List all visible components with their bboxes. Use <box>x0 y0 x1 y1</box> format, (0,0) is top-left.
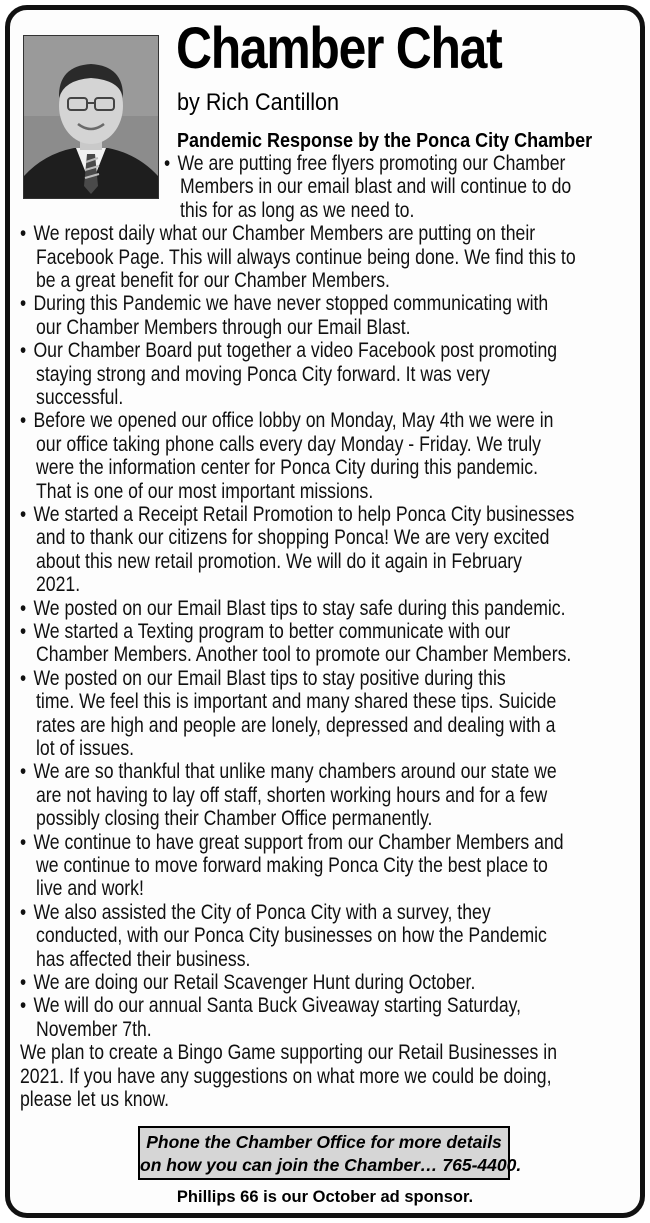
bullet-text: 2021. <box>36 573 81 597</box>
bullet-text: be a great benefit for our Chamber Members. <box>36 269 390 292</box>
bullet-icon: • <box>20 596 27 620</box>
bullet-text: We are putting free flyers promoting our Chamber <box>177 152 566 175</box>
bullet-text: staying strong and moving Ponca City forward. It was very <box>36 362 490 386</box>
bullet-item <box>20 971 475 994</box>
bullet-text: We are so thankful that unlike many chambers around our state we <box>33 760 557 784</box>
bullet-item <box>20 503 574 526</box>
bullet-item <box>164 152 565 175</box>
bullet-text: That is one of our most important missions. <box>36 479 374 503</box>
bullet-item <box>20 339 557 362</box>
portrait-icon <box>24 36 158 198</box>
bullet-icon: • <box>20 620 27 643</box>
bullet-text: We started a Texting program to better communicate with our <box>33 620 511 643</box>
bullet-icon: • <box>20 222 27 246</box>
bullet-icon: • <box>20 994 27 1018</box>
bullet-icon: • <box>20 409 27 433</box>
bullet-text: were the information center for Ponca City during this pandemic. <box>36 456 539 480</box>
subheading: Pandemic Response by the Ponca City Chamber <box>177 130 593 152</box>
closing-text: We plan to create a Bingo Game supporting our Retail Businesses in <box>20 1041 558 1065</box>
bullet-text: our Chamber Members through our Email Blast. <box>36 315 411 339</box>
bullet-text: has affected their business. <box>36 947 251 971</box>
bullet-item <box>20 667 506 690</box>
bullet-icon: • <box>20 971 27 994</box>
bullet-item <box>20 901 491 924</box>
bullet-text: possibly closing their Chamber Office permanently. <box>36 807 433 831</box>
bullet-text: rates are high and people are lonely, depressed and dealing with a <box>36 713 556 737</box>
author-photo <box>23 35 159 199</box>
sponsor-note: Phillips 66 is our October ad sponsor. <box>176 1188 474 1206</box>
bullet-text: We are doing our Retail Scavenger Hunt during October. <box>33 971 476 994</box>
contact-line-1: Phone the Chamber Office for more details <box>146 1132 502 1152</box>
bullet-text: We will do our annual Santa Buck Giveaway starting Saturday, <box>33 994 522 1018</box>
bullet-item <box>20 222 535 245</box>
bullet-text: Our Chamber Board put together a video Facebook post promoting <box>33 339 558 363</box>
bullet-text: Members in our email blast and will continue to do <box>180 175 572 199</box>
bullet-text: We started a Receipt Retail Promotion to help Ponca City businesses <box>33 503 575 526</box>
bullet-item <box>20 994 521 1017</box>
bullet-text: time. We feel this is important and many shared these tips. Suicide <box>36 690 557 714</box>
bullet-item <box>20 831 564 854</box>
bullet-icon: • <box>20 292 27 316</box>
bullet-text: we continue to move forward making Ponca City the best place to <box>36 854 548 877</box>
bullet-text: We posted on our Email Blast tips to stay safe during this pandemic. <box>33 596 566 620</box>
page-title: Chamber Chat <box>176 16 502 81</box>
bullet-text: successful. <box>36 386 124 409</box>
contact-line-2: on how you can join the Chamber… 765-4400. <box>140 1155 522 1175</box>
bullet-text: this for as long as we need to. <box>180 198 415 222</box>
bullet-text: Before we opened our office lobby on Monday, May 4th we were in <box>33 409 554 433</box>
bullet-item <box>20 760 557 783</box>
bullet-icon: • <box>20 900 27 924</box>
bullet-text: During this Pandemic we have never stopped communicating with <box>33 292 549 316</box>
bullet-item <box>20 597 566 620</box>
bullet-icon: • <box>20 339 27 363</box>
bullet-text: Chamber Members. Another tool to promote our Chamber Members. <box>36 643 572 667</box>
bullet-icon: • <box>20 666 27 690</box>
bullet-text: lot of issues. <box>36 737 135 760</box>
bullet-text: We continue to have great support from our Chamber Members and <box>33 830 564 854</box>
bullet-item <box>20 292 548 315</box>
bullet-text: are not having to lay off staff, shorten working hours and for a few <box>36 783 548 807</box>
bullet-text: Facebook Page. This will always continue being done. We find this to <box>36 245 576 269</box>
bullet-icon: • <box>164 152 171 175</box>
bullet-text: and to thank our citizens for shopping Ponca! We are very excited <box>36 526 550 550</box>
bullet-text: We repost daily what our Chamber Members are putting on their <box>33 222 536 246</box>
bullet-icon: • <box>20 830 27 854</box>
bullet-item <box>20 409 553 432</box>
bullet-text: November 7th. <box>36 1017 152 1041</box>
bullet-text: conducted, with our Ponca City businesses on how the Pandemic <box>36 924 547 948</box>
byline: by Rich Cantillon <box>177 89 340 116</box>
bullet-text: We posted on our Email Blast tips to stay positive during this <box>33 666 506 690</box>
closing-text: please let us know. <box>20 1088 170 1111</box>
bullet-item <box>20 620 510 643</box>
bullet-text: our office taking phone calls every day Monday - Friday. We truly <box>36 432 541 456</box>
bullet-icon: • <box>20 760 27 784</box>
bullet-icon: • <box>20 503 27 526</box>
contact-box <box>138 1126 522 1180</box>
bullet-text: about this new retail promotion. We will do it again in February <box>36 549 523 573</box>
bullet-text: live and work! <box>36 877 144 901</box>
bullet-text: We also assisted the City of Ponca City with a survey, they <box>33 900 491 924</box>
closing-text: 2021. If you have any suggestions on what more we could be doing, <box>20 1064 552 1088</box>
